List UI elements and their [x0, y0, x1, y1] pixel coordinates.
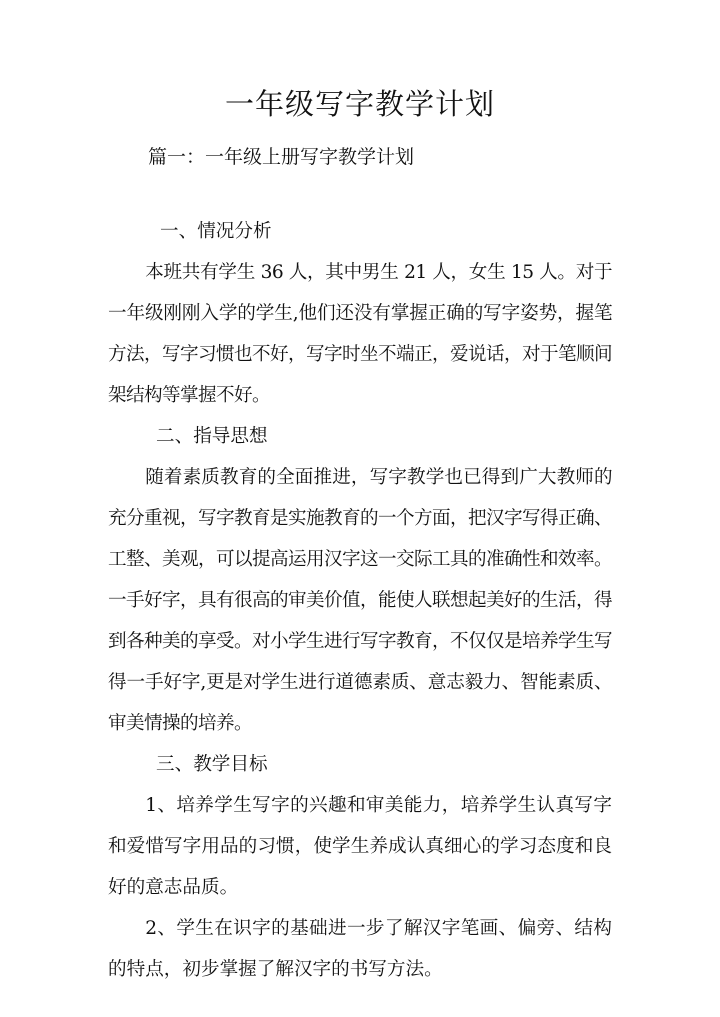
document-body	[108, 211, 612, 990]
document-subtitle: 篇一：一年级上册写字教学计划	[148, 146, 415, 168]
document-title: 一年级写字教学计划	[224, 87, 495, 121]
paragraph-guiding-idea: 随着素质教育的全面推进，写字教学也已得到广大教师的充分重视，写字教育是实施教育的一个方面，把汉字写得正确、工整、美观，可以提高运用汉字这一交际工具的准确性和效率。一手好字，具有很高的审美价值，能使人联想起美好的生活，得到各种美的享受。对小学生进行写字教育，不仅仅是培养学生写得一手好字,更是对学生进行道德素质、意志毅力、智能素质、审美情操的培养。	[108, 467, 612, 734]
paragraph-situation: 本班共有学生 36 人，其中男生 21 人，女生 15 人。对于一年级刚刚入学的学生,他们还没有掌握正确的写字姿势，握笔方法，写字习惯也不好，写字时坐不端正，爱说话，对于笔顺间架结构等掌握不好。	[108, 262, 612, 406]
paragraph-goal-1: 1、培养学生写字的兴趣和审美能力，培养学生认真写字和爱惜写字用品的习惯，使学生养成认真细心的学习态度和良好的意志品质。	[108, 795, 612, 898]
section-heading-guiding-idea: 二、指导思想	[156, 426, 268, 447]
paragraph-goal-2: 2、学生在识字的基础进一步了解汉字笔画、偏旁、结构的特点，初步掌握了解汉字的书写方法。	[108, 918, 612, 980]
section-heading-situation: 一、情况分析	[160, 221, 272, 242]
section-heading-teaching-goals: 三、教学目标	[156, 754, 268, 775]
